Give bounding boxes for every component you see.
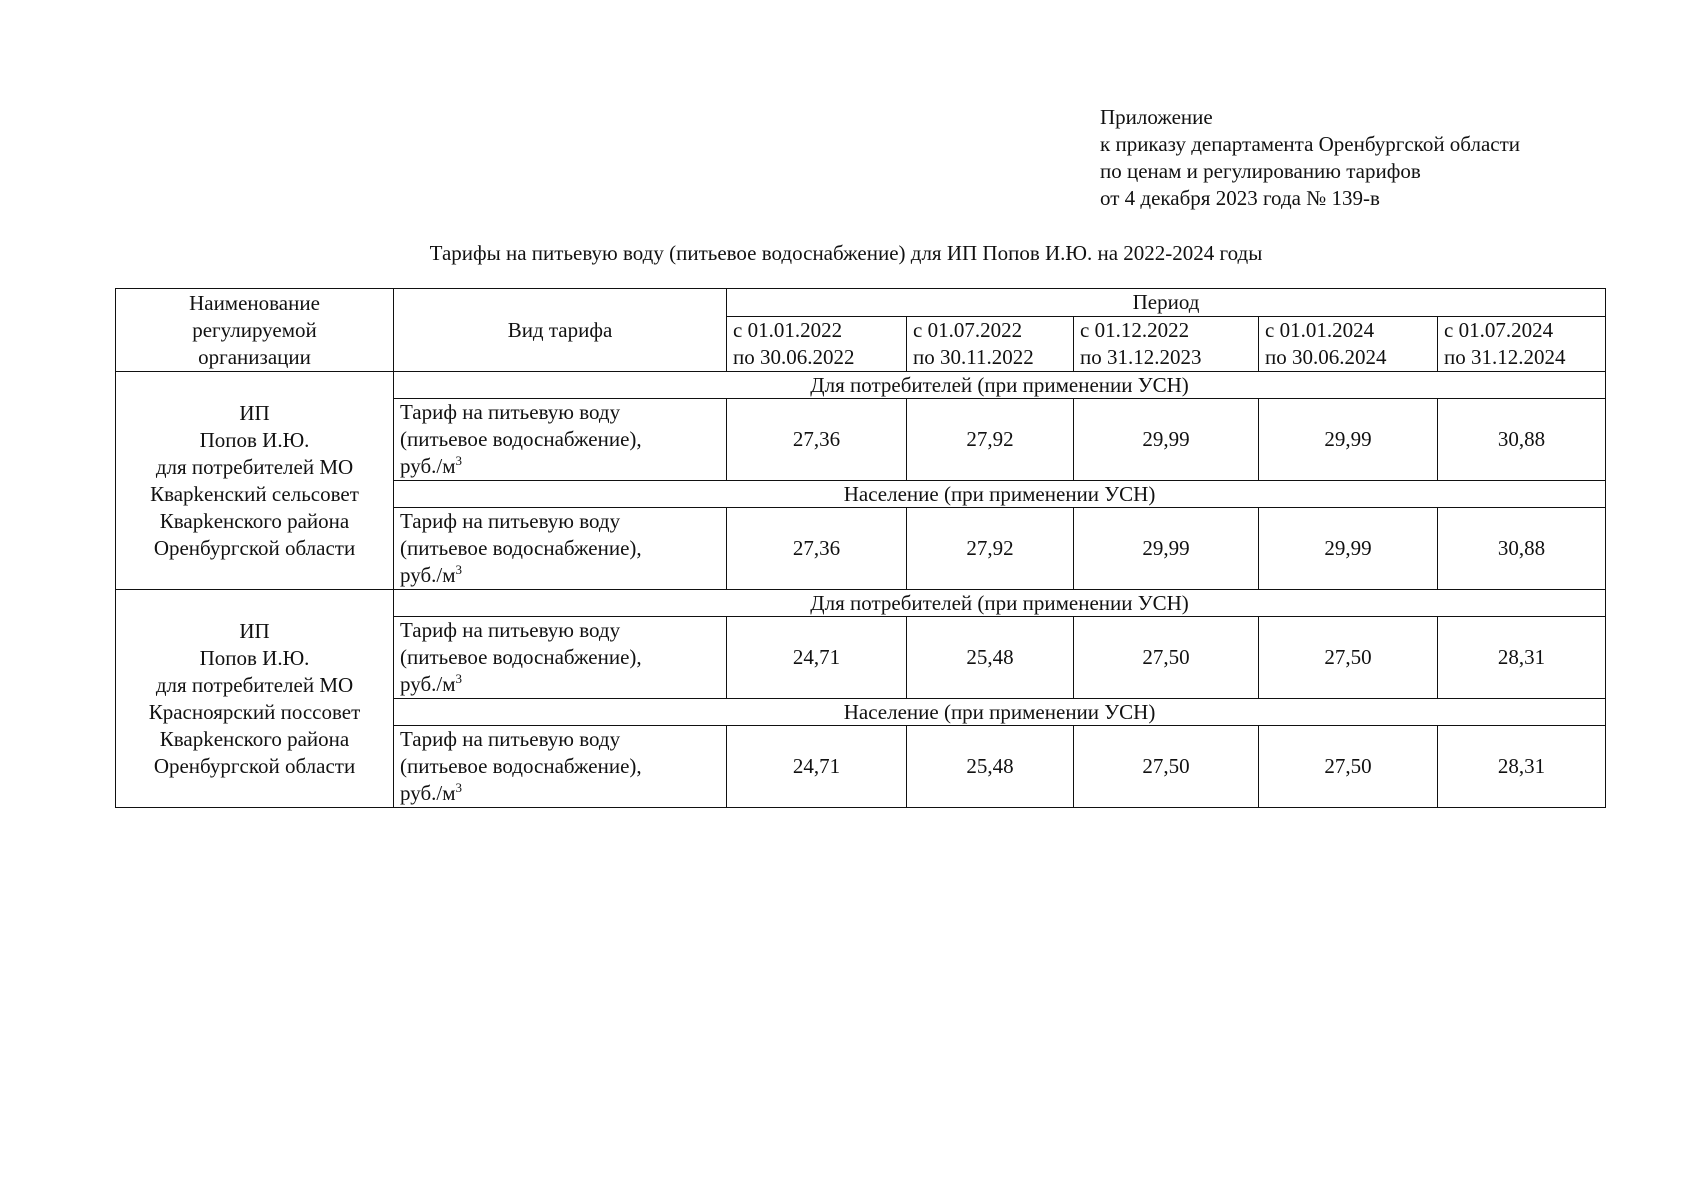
tariff-table <box>115 288 1606 808</box>
tariff-value: 30,88 <box>1438 399 1606 481</box>
consumer-group-label: Население (при применении УСН) <box>394 699 1606 726</box>
org-column-header: Наименование регулируемой организации <box>116 289 394 372</box>
tariff-value: 28,31 <box>1438 726 1606 808</box>
tariff-value: 30,88 <box>1438 508 1606 590</box>
table-header-row <box>116 289 1606 317</box>
header-line: от 4 декабря 2023 года № 139-в <box>1100 186 1380 210</box>
tariff-value: 27,50 <box>1259 617 1438 699</box>
tariff-value: 29,99 <box>1074 508 1259 590</box>
tariff-value: 25,48 <box>907 726 1074 808</box>
period-column-header: с 01.01.2024 по 30.06.2024 <box>1259 317 1438 372</box>
organization-name-cell: ИП Попов И.Ю. для потребителей МО Красноярский поссовет Кварkенского района Оренбургской области <box>116 590 394 808</box>
tariff-value: 27,36 <box>727 399 907 481</box>
document-title: Тарифы на питьевую воду (питьевое водоснабжение) для ИП Попов И.Ю. на 2022-2024 годы <box>429 241 1263 265</box>
tariff-value: 27,36 <box>727 508 907 590</box>
tariff-value: 27,92 <box>907 508 1074 590</box>
period-column-header: с 01.07.2024 по 31.12.2024 <box>1438 317 1606 372</box>
tariff-value: 29,99 <box>1259 508 1438 590</box>
tariff-value: 27,92 <box>907 399 1074 481</box>
tariff-kind-cell: Тариф на питьевую воду (питьевое водоснабжение), $руб./м^3$ <box>394 508 727 590</box>
tariff-value: 29,99 <box>1259 399 1438 481</box>
tariff-value: 27,50 <box>1074 726 1259 808</box>
consumer-group-label: Для потребителей (при применении УСН) <box>394 372 1606 399</box>
period-column-header: с 01.12.2022 по 31.12.2023 <box>1074 317 1259 372</box>
tariff-value: 24,71 <box>727 617 907 699</box>
tariff-value: 24,71 <box>727 726 907 808</box>
group-label-row <box>116 372 1606 399</box>
period-column-header: с 01.01.2022 по 30.06.2022 <box>727 317 907 372</box>
tariff-kind-cell: Тариф на питьевую воду (питьевое водоснабжение), $руб./м^3$ <box>394 399 727 481</box>
appendix-header <box>1100 104 1520 212</box>
group-label-row <box>116 590 1606 617</box>
tariff-kind-cell: Тариф на питьевую воду (питьевое водоснабжение), $руб./м^3$ <box>394 726 727 808</box>
consumer-group-label: Для потребителей (при применении УСН) <box>394 590 1606 617</box>
period-header: Период <box>727 289 1606 317</box>
tariff-kind-cell: Тариф на питьевую воду (питьевое водоснабжение), $руб./м^3$ <box>394 617 727 699</box>
tariff-value: 29,99 <box>1074 399 1259 481</box>
tariff-value: 27,50 <box>1259 726 1438 808</box>
header-line: к приказу департамента Оренбургской области <box>1100 132 1520 156</box>
period-column-header: с 01.07.2022 по 30.11.2022 <box>907 317 1074 372</box>
header-line: по ценам и регулированию тарифов <box>1100 159 1421 183</box>
tariff-value: 25,48 <box>907 617 1074 699</box>
organization-name-cell: ИП Попов И.Ю. для потребителей МО Кварkенский сельсовет Кварkенского района Оренбургской области <box>116 372 394 590</box>
tariff-value: 27,50 <box>1074 617 1259 699</box>
tariff-value: 28,31 <box>1438 617 1606 699</box>
header-line: Приложение <box>1100 105 1213 129</box>
consumer-group-label: Население (при применении УСН) <box>394 481 1606 508</box>
tariff-kind-column-header: Вид тарифа <box>394 289 727 372</box>
